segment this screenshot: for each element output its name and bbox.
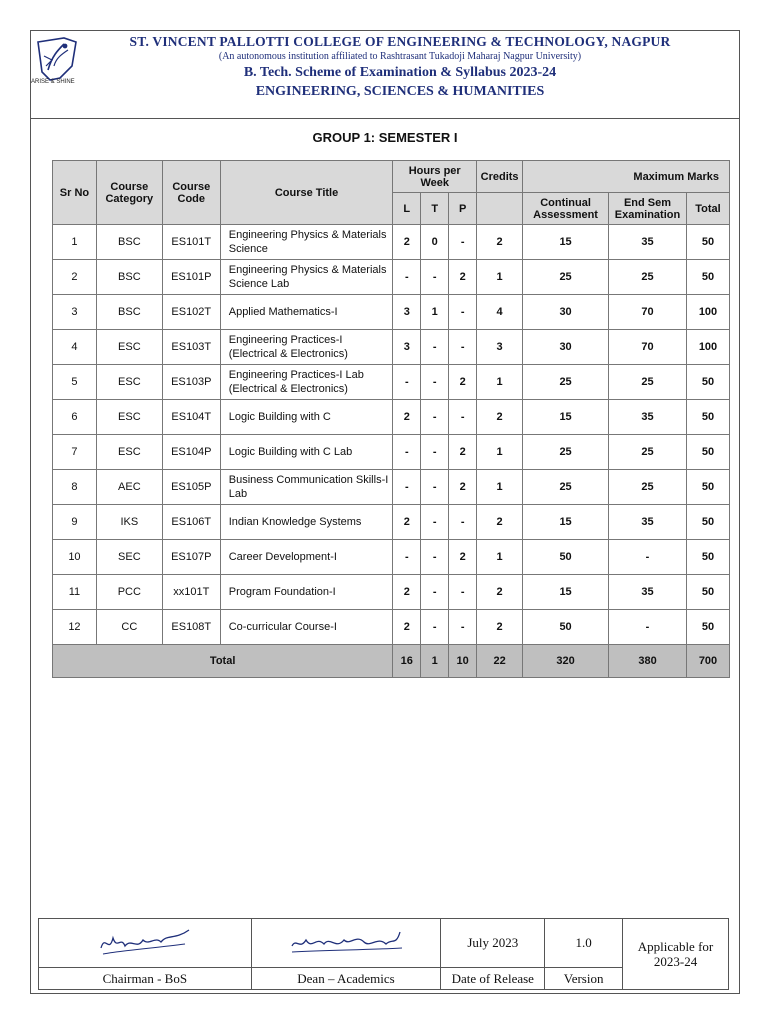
cell-total-marks: 50: [686, 505, 729, 540]
table-row: [53, 225, 730, 260]
total-l: 16: [393, 645, 421, 678]
cell-course-category: CC: [96, 610, 162, 645]
cell-course-category: ESC: [96, 400, 162, 435]
table-row: [53, 470, 730, 505]
cell-end-sem-examination: -: [609, 610, 687, 645]
cell-total-marks: 50: [686, 260, 729, 295]
table-row: [53, 330, 730, 365]
table-row: [53, 295, 730, 330]
cell-course-code: ES102T: [162, 295, 220, 330]
cell-credits: 2: [477, 225, 523, 260]
dean-label: Dean – Academics: [251, 968, 441, 990]
cell-hours-p: 2: [449, 365, 477, 400]
cell-end-sem-examination: 25: [609, 260, 687, 295]
cell-course-code: ES108T: [162, 610, 220, 645]
cell-course-code: ES104P: [162, 435, 220, 470]
cell-course-code: ES106T: [162, 505, 220, 540]
cell-hours-l: 2: [393, 575, 421, 610]
table-row: [53, 435, 730, 470]
header-sr-no: Sr No: [53, 161, 97, 225]
table-row: [53, 365, 730, 400]
header-course-category: Course Category: [96, 161, 162, 225]
scheme-title: B. Tech. Scheme of Examination & Syllabus 2023-24: [243, 65, 557, 80]
cell-total-marks: 50: [686, 470, 729, 505]
cell-total-marks: 100: [686, 330, 729, 365]
cell-hours-t: 0: [421, 225, 449, 260]
cell-course-category: BSC: [96, 295, 162, 330]
cell-hours-l: -: [393, 540, 421, 575]
cell-total-marks: 50: [686, 435, 729, 470]
cell-hours-t: -: [421, 260, 449, 295]
version-label: Version: [545, 968, 623, 990]
header-t: T: [421, 193, 449, 225]
dean-signature-icon: [286, 924, 406, 958]
cell-hours-p: -: [449, 575, 477, 610]
cell-credits: 2: [477, 575, 523, 610]
cell-hours-l: 2: [393, 610, 421, 645]
cell-course-code: ES103T: [162, 330, 220, 365]
department-title: ENGINEERING, SCIENCES & HUMANITIES: [255, 84, 545, 99]
cell-course-title: Business Communication Skills-I Lab: [220, 470, 393, 505]
cell-sr-no: 1: [53, 225, 97, 260]
dean-signature: [251, 919, 441, 968]
college-name: ST. VINCENT PALLOTTI COLLEGE OF ENGINEERING & TECHNOLOGY, NAGPUR: [129, 34, 671, 49]
cell-hours-p: -: [449, 225, 477, 260]
table-row: [53, 575, 730, 610]
cell-credits: 1: [477, 260, 523, 295]
total-label: Total: [53, 645, 393, 678]
affiliation-note: (An autonomous institution affiliated to Rashtrasant Tukadoji Maharaj Nagpur University): [218, 51, 582, 62]
cell-end-sem-examination: 70: [609, 330, 687, 365]
header-divider: [30, 118, 740, 119]
cell-end-sem-examination: 35: [609, 225, 687, 260]
header-course-title: Course Title: [220, 161, 393, 225]
header-end-sem-examination: End Sem Examination: [609, 193, 687, 225]
cell-course-title: Co-curricular Course-I: [220, 610, 393, 645]
cell-course-code: ES101P: [162, 260, 220, 295]
cell-sr-no: 10: [53, 540, 97, 575]
cell-course-title: Engineering Practices-I (Electrical & Electronics): [220, 330, 393, 365]
cell-course-category: AEC: [96, 470, 162, 505]
release-date: July 2023: [441, 919, 545, 968]
cell-hours-p: 2: [449, 260, 477, 295]
cell-end-sem-examination: 35: [609, 505, 687, 540]
header-total: Total: [686, 193, 729, 225]
cell-credits: 2: [477, 610, 523, 645]
total-t: 1: [421, 645, 449, 678]
header-credits-sub: [477, 193, 523, 225]
cell-hours-p: -: [449, 610, 477, 645]
cell-course-category: BSC: [96, 260, 162, 295]
cell-hours-p: -: [449, 330, 477, 365]
cell-course-category: ESC: [96, 435, 162, 470]
cell-course-code: ES105P: [162, 470, 220, 505]
release-date-label: Date of Release: [441, 968, 545, 990]
total-p: 10: [449, 645, 477, 678]
cell-continual-assessment: 15: [523, 225, 609, 260]
cell-hours-p: -: [449, 505, 477, 540]
cell-sr-no: 6: [53, 400, 97, 435]
cell-hours-l: -: [393, 260, 421, 295]
cell-hours-p: 2: [449, 435, 477, 470]
table-row: [53, 540, 730, 575]
cell-continual-assessment: 25: [523, 435, 609, 470]
cell-credits: 4: [477, 295, 523, 330]
cell-course-title: Career Development-I: [220, 540, 393, 575]
cell-sr-no: 4: [53, 330, 97, 365]
cell-course-code: ES101T: [162, 225, 220, 260]
cell-end-sem-examination: 25: [609, 470, 687, 505]
cell-course-title: Engineering Physics & Materials Science: [220, 225, 393, 260]
cell-hours-t: -: [421, 435, 449, 470]
cell-course-category: ESC: [96, 330, 162, 365]
cell-hours-t: -: [421, 540, 449, 575]
cell-credits: 1: [477, 470, 523, 505]
cell-course-title: Program Foundation-I: [220, 575, 393, 610]
version-number: 1.0: [545, 919, 623, 968]
cell-credits: 2: [477, 505, 523, 540]
cell-total-marks: 100: [686, 295, 729, 330]
cell-course-title: Engineering Practices-I Lab (Electrical & Electronics): [220, 365, 393, 400]
cell-sr-no: 8: [53, 470, 97, 505]
cell-hours-l: 2: [393, 505, 421, 540]
cell-course-title: Indian Knowledge Systems: [220, 505, 393, 540]
cell-hours-l: 2: [393, 400, 421, 435]
chairman-label: Chairman - BoS: [39, 968, 252, 990]
applicable-for: Applicable for 2023-24: [623, 919, 729, 990]
cell-course-title: Logic Building with C: [220, 400, 393, 435]
cell-hours-l: 3: [393, 295, 421, 330]
cell-course-code: ES107P: [162, 540, 220, 575]
cell-course-category: IKS: [96, 505, 162, 540]
total-row: [53, 645, 730, 678]
group-title: GROUP 1: SEMESTER I: [312, 130, 458, 145]
cell-continual-assessment: 30: [523, 330, 609, 365]
table-row: [53, 400, 730, 435]
table-row: [53, 260, 730, 295]
cell-sr-no: 7: [53, 435, 97, 470]
cell-course-code: ES103P: [162, 365, 220, 400]
cell-hours-p: 2: [449, 540, 477, 575]
table-row: [53, 610, 730, 645]
cell-hours-t: -: [421, 365, 449, 400]
cell-hours-l: -: [393, 435, 421, 470]
cell-hours-t: -: [421, 610, 449, 645]
chairman-signature: [39, 919, 252, 968]
total-end-sem: 380: [609, 645, 687, 678]
cell-course-category: PCC: [96, 575, 162, 610]
cell-credits: 2: [477, 400, 523, 435]
cell-credits: 3: [477, 330, 523, 365]
cell-total-marks: 50: [686, 225, 729, 260]
cell-hours-l: 3: [393, 330, 421, 365]
cell-course-title: Logic Building with C Lab: [220, 435, 393, 470]
cell-course-code: ES104T: [162, 400, 220, 435]
cell-continual-assessment: 30: [523, 295, 609, 330]
table-row: [53, 505, 730, 540]
cell-hours-p: -: [449, 400, 477, 435]
header-course-code: Course Code: [162, 161, 220, 225]
cell-hours-l: -: [393, 365, 421, 400]
cell-course-title: Applied Mathematics-I: [220, 295, 393, 330]
cell-credits: 1: [477, 435, 523, 470]
logo-caption: ARISE & SHINE: [31, 79, 75, 85]
cell-total-marks: 50: [686, 540, 729, 575]
cell-hours-t: -: [421, 470, 449, 505]
cell-continual-assessment: 25: [523, 365, 609, 400]
chairman-signature-icon: [95, 924, 195, 958]
cell-hours-t: -: [421, 400, 449, 435]
cell-sr-no: 5: [53, 365, 97, 400]
cell-sr-no: 12: [53, 610, 97, 645]
cell-end-sem-examination: -: [609, 540, 687, 575]
cell-hours-l: -: [393, 470, 421, 505]
cell-end-sem-examination: 25: [609, 365, 687, 400]
cell-hours-p: -: [449, 295, 477, 330]
cell-continual-assessment: 25: [523, 470, 609, 505]
cell-sr-no: 11: [53, 575, 97, 610]
cell-continual-assessment: 25: [523, 260, 609, 295]
cell-course-title: Engineering Physics & Materials Science Lab: [220, 260, 393, 295]
cell-course-code: xx101T: [162, 575, 220, 610]
cell-sr-no: 2: [53, 260, 97, 295]
header-continual-assessment: Continual Assessment: [523, 193, 609, 225]
cell-hours-p: 2: [449, 470, 477, 505]
cell-total-marks: 50: [686, 400, 729, 435]
total-marks: 700: [686, 645, 729, 678]
cell-hours-t: -: [421, 330, 449, 365]
cell-hours-t: -: [421, 575, 449, 610]
total-continual-assessment: 320: [523, 645, 609, 678]
cell-continual-assessment: 50: [523, 610, 609, 645]
cell-continual-assessment: 15: [523, 400, 609, 435]
header-credits: Credits: [477, 161, 523, 193]
cell-hours-t: 1: [421, 295, 449, 330]
cell-end-sem-examination: 35: [609, 400, 687, 435]
total-credits: 22: [477, 645, 523, 678]
approval-block: [38, 918, 729, 990]
cell-end-sem-examination: 35: [609, 575, 687, 610]
cell-total-marks: 50: [686, 365, 729, 400]
cell-credits: 1: [477, 540, 523, 575]
cell-credits: 1: [477, 365, 523, 400]
header-l: L: [393, 193, 421, 225]
header-p: P: [449, 193, 477, 225]
cell-sr-no: 3: [53, 295, 97, 330]
cell-total-marks: 50: [686, 575, 729, 610]
cell-continual-assessment: 15: [523, 505, 609, 540]
cell-hours-t: -: [421, 505, 449, 540]
cell-hours-l: 2: [393, 225, 421, 260]
cell-sr-no: 9: [53, 505, 97, 540]
cell-end-sem-examination: 25: [609, 435, 687, 470]
cell-end-sem-examination: 70: [609, 295, 687, 330]
cell-course-category: SEC: [96, 540, 162, 575]
cell-continual-assessment: 15: [523, 575, 609, 610]
cell-continual-assessment: 50: [523, 540, 609, 575]
cell-total-marks: 50: [686, 610, 729, 645]
cell-course-category: BSC: [96, 225, 162, 260]
header-hours-per-week: Hours per Week: [393, 161, 477, 193]
cell-course-category: ESC: [96, 365, 162, 400]
header-maximum-marks: Maximum Marks: [523, 161, 730, 193]
scheme-table: [52, 160, 730, 678]
